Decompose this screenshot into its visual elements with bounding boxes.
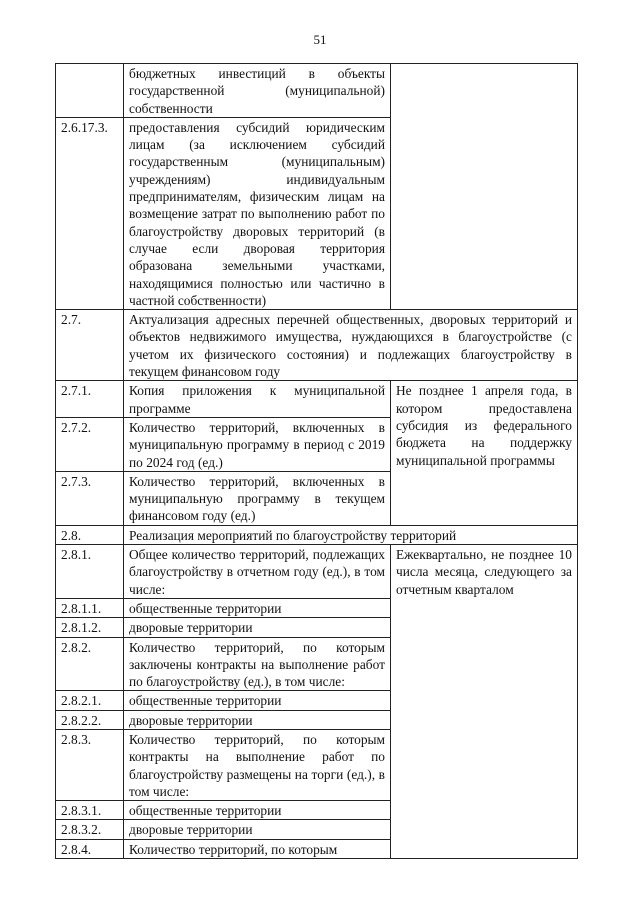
requirements-table [55,63,578,859]
row-description: Копия приложения к муниципальной программе [124,381,391,418]
row-number: 2.8. [56,525,124,544]
row-description: бюджетных инвестиций в объекты государственной (муниципальной) собственности [124,64,391,118]
row-description: Количество территорий, по которым заключены контракты на выполнение работ по благоустройству (ед.), в том числе: [124,637,391,691]
row-number: 2.7. [56,310,124,381]
row-number: 2.8.1.1. [56,598,124,617]
row-number [56,64,124,118]
row-description: общественные территории [124,691,391,710]
row-number: 2.8.2. [56,637,124,691]
row-description: дворовые территории [124,820,391,839]
row-description: Количество территорий, включенных в муниципальную программу в текущем финансовом году (ед.) [124,471,391,525]
row-description: Количество территорий, включенных в муниципальную программу в период с 2019 по 2024 год (ед.) [124,417,391,471]
row-number: 2.7.1. [56,381,124,418]
row-number: 2.8.3.1. [56,801,124,820]
table-row [56,64,578,118]
row-description: дворовые территории [124,710,391,729]
deadline-cell-empty [391,64,578,310]
row-description: Количество территорий, по которым [124,839,391,858]
section-heading: Актуализация адресных перечней общественных, дворовых территорий и объектов недвижимого имущества, нуждающихся в благоустройстве (с учетом их физического состояния) и подлежащих благоустройству в текущем финансовом году [124,310,578,381]
row-number: 2.7.3. [56,471,124,525]
row-number: 2.6.17.3. [56,117,124,309]
row-number: 2.8.4. [56,839,124,858]
row-number: 2.8.2.1. [56,691,124,710]
row-number: 2.8.3. [56,729,124,800]
row-description: общественные территории [124,801,391,820]
row-number: 2.8.1.2. [56,618,124,637]
page-number: 51 [313,32,327,47]
table-row [56,381,578,418]
row-description: Общее количество территорий, подлежащих благоустройству в отчетном году (ед.), в том числе: [124,545,391,599]
deadline-annual: Не позднее 1 апреля года, в котором предоставлена субсидия из федерального бюджета на поддержку муниципальной программы [391,381,578,525]
row-description: Количество территорий, по которым контракты на выполнение работ по благоустройству размещены на торги (ед.), в том числе: [124,729,391,800]
table-row [56,525,578,544]
row-description: дворовые территории [124,618,391,637]
deadline-quarterly: Ежеквартально, не позднее 10 числа месяца, следующего за отчетным кварталом [391,545,578,859]
row-number: 2.8.2.2. [56,710,124,729]
row-number: 2.8.3.2. [56,820,124,839]
row-description: общественные территории [124,598,391,617]
section-heading: Реализация мероприятий по благоустройству территорий [124,525,578,544]
row-number: 2.8.1. [56,545,124,599]
table-row [56,310,578,381]
table-row [56,545,578,599]
row-number: 2.7.2. [56,417,124,471]
row-description: предоставления субсидий юридическим лицам (за исключением субсидий государственным (муниципальным) учреждениям) индивидуальным предпринимателям, физическим лицам на возмещение затрат по выполнению работ по благоустройству дворовых территорий (в случае если дворовая территория образована земельными участками, находящимися полностью или частично в частной собственности) [124,117,391,309]
